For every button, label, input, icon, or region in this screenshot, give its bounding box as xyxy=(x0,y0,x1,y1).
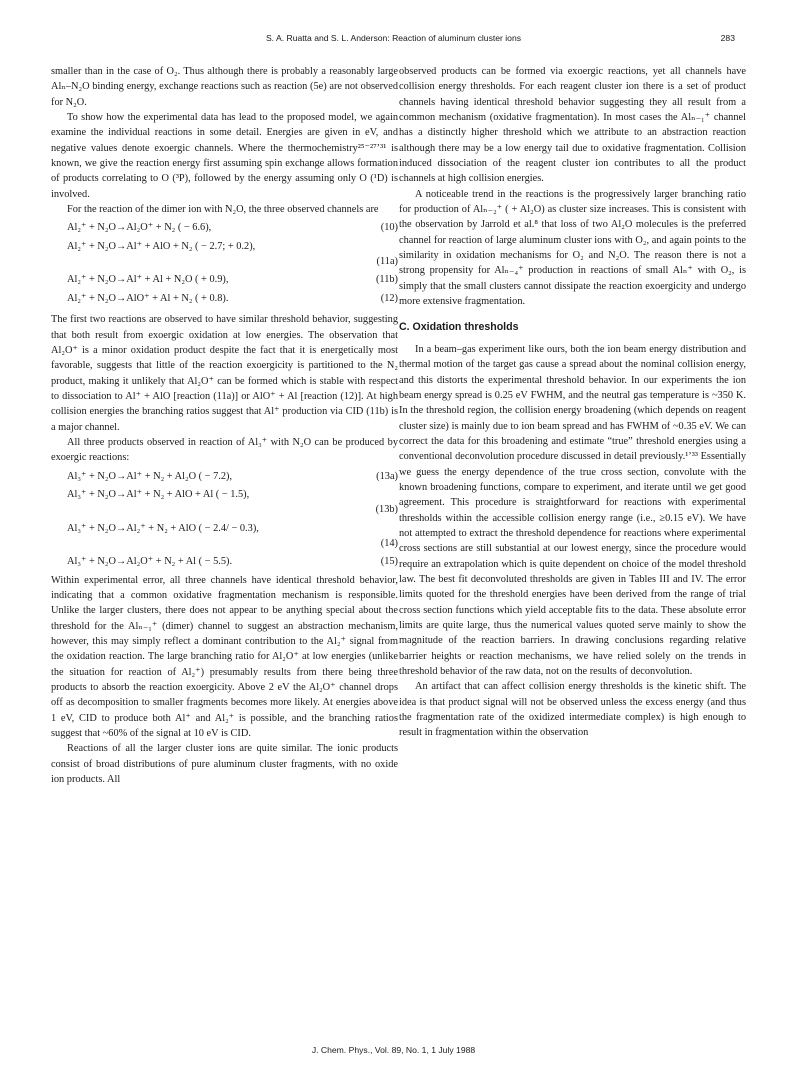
equation-text: Al₃⁺ + N₂O→Al₂⁺ + N₂ + AlO ( − 2.4/ − 0.3), xyxy=(67,522,259,534)
paragraph: Reactions of all the larger cluster ions are quite similar. The ionic products consist of broad distributions of pure aluminum cluster fragments, with no oxide ion products. All xyxy=(51,743,398,786)
paragraph: observed products can be formed via exoergic reactions, yet all channels have collision energy thresholds. For each reagent cluster ion there is a set of product channels having identical threshold behavior suggesting they all result from a common mechanism (oxidative fragmentation). In most cases the Alₙ₋₁⁺ channel has a distinctly higher threshold which we attribute to an abstraction reaction although there may be a low energy tail due to oxidative fragmentation. Collision induced dissociation of the reagent cluster ion contributes to all the product channels at high collision energies. xyxy=(399,66,746,185)
journal-citation: J. Chem. Phys., Vol. 89, No. 1, 1 July 1988 xyxy=(311,1045,476,1055)
equation-text: Al₂⁺ + N₂O→AlO⁺ + Al + N₂ ( + 0.8). xyxy=(67,292,229,304)
paragraph: smaller than in the case of O₂. Thus although there is probably a reasonably large Alₙ–N₂O binding energy, exchange reactions such as reaction (5e) are not observed for N₂O. xyxy=(51,66,398,108)
equation-11b xyxy=(51,272,398,287)
equation-number: (13b) xyxy=(375,504,398,516)
equation-text: Al₂⁺ + N₂O→Al₂O⁺ + N₂ ( − 6.6), xyxy=(67,222,212,234)
equation-text: Al₃⁺ + N₂O→Al⁺ + N₂ + AlO + Al ( − 1.5), xyxy=(67,488,250,500)
equation-text: Al₂⁺ + N₂O→Al⁺ + AlO + N₂ ( − 2.7; + 0.2), xyxy=(67,240,256,252)
equation-13b xyxy=(51,487,398,518)
equation-number: (11b) xyxy=(375,274,398,286)
equation-number: (12) xyxy=(380,292,398,304)
equation-text: Al₂⁺ + N₂O→Al⁺ + Al + N₂O ( + 0.9), xyxy=(67,274,229,286)
equation-number: (11a) xyxy=(376,256,398,268)
left-column xyxy=(51,64,398,787)
equation-11a xyxy=(51,239,398,270)
equation-text: Al₃⁺ + N₂O→Al⁺ + N₂ + Al₂O ( − 7.2), xyxy=(67,470,233,482)
equation-12 xyxy=(51,291,398,306)
equation-10 xyxy=(51,220,398,235)
paragraph: The first two reactions are observed to have similar threshold behavior, suggesting that both result from exoergic oxidation at low energies. The observation that Al₂O⁺ is a minor oxidation product despite the fact that it is energetically most favorable, suggests that little of the reaction exoergicity is partitioned to the N₂ product, making it unlikely that Al₂O⁺ can be formed which is stable with respect to dissociation to Al⁺ + AlO [reaction (11a)] or AlO⁺ + Al [reaction (12)]. At high collision energies the branching ratios suggest that Al⁺ production via CID (11b) is a major channel. xyxy=(51,314,398,433)
paragraph: All three products observed in reaction of Al₃⁺ with N₂O can be produced by exoergic reactions: xyxy=(51,436,398,464)
running-head: S. A. Ruatta and S. L. Anderson: Reaction of aluminum cluster ions xyxy=(265,33,522,43)
paragraph: Within experimental error, all three channels have identical threshold behavior, indicating that a common oxidative fragmentation mechanism is responsible. Unlike the larger clusters, there does not appear to be anything special about the threshold for the Alₙ₋₁⁺ (dimer) channel to suggest an abstraction mechanism, however, this may simply reflect a dominant contribution to the Al₂⁺ signal from the oxidation reaction. The large branching ratio for Al₂O⁺ at low energies (unlike the situation for reaction of Al₂⁺) presumably results from there being three products to absorb the reaction exoergicity. Above 2 eV the Al₂O⁺ channel drops off as decomposition to smaller fragments becomes more likely. At energies above 1 eV, CID to produce both Al⁺ and Al₂⁺ is possible, and the branching ratios suggest that ~60% of the signal at 10 eV is CID. xyxy=(51,574,398,740)
paragraph: To show how the experimental data has lead to the proposed model, we again examine the individual reactions in some detail. Energies are given in eV, and negative values denote exoergic channels. Where the thermochemistry²⁵⁻²⁷ʼ³¹ is known, we give the reaction energy first assuming spin exchange allows formation of products correlating to O (³P), followed by the energy assuming only O (¹D) is involved. xyxy=(51,112,398,200)
paragraph: A noticeable trend in the reactions is the progressively larger branching ratio for production of Alₙ₋₂⁺ ( + Al₂O) as cluster size increases. This is consistent with the observation by Jarrold et al.⁸ that loss of two Al₂O molecules is the preferred channel for reaction of large aluminum cluster ions with O₂, and again points to the similarity in oxidation mechanisms for O₂ and N₂O. The reason there is not a strong propensity for Alₙ₋₄⁺ production in reactions of small Alₙ⁺ with O₂, is simply that the small clusters cannot dissipate the reaction exoergicity and undergo more extensive fragmentation. xyxy=(399,188,746,308)
right-column xyxy=(399,64,746,741)
equation-number: (15) xyxy=(380,556,398,568)
equation-number: (13a) xyxy=(376,470,398,482)
running-header xyxy=(0,33,787,47)
equation-number: (14) xyxy=(380,537,398,549)
equation-13a xyxy=(51,469,398,484)
paragraph: For the reaction of the dimer ion with N₂O, the three observed channels are xyxy=(67,204,379,216)
equation-text: Al₃⁺ + N₂O→Al₂O⁺ + N₂ + Al ( − 5.5). xyxy=(67,556,233,568)
equation-15 xyxy=(51,554,398,569)
equation-number: (10) xyxy=(380,222,398,234)
paragraph: In a beam–gas experiment like ours, both the ion beam energy distribution and thermal motion of the target gas cause a spread about the nominal collision energy, and this distorts the experimental threshold behavior. In our experiments the ion beam energy spread is 0.25 eV FWHM, and the neutral gas temperature is ~350 K. In the threshold region, the collision energy broadening (which depends on reagent cluster size) is mainly due to ion beam spread and has FWHM of ~0.35 eV. We can correct the data for this broadening and estimate “true” threshold energies using a conventional deconvolution procedure discussed in detail previously.¹ʼ³³ Essentially we guess the energy dependence of the true cross section, convolute with the known broadening functions, compare to experiment, and iterate until we get good agreement. This procedure is straightforward for reactions with experimental thresholds within the accessible collision energy range (i.e., ≥0.15 eV). We have not attempted to extract the threshold dependence for reactions where experimental cross sections are still substantial at our lowest energy, since the procedure would require an extrapolation which is quite dependent on choice of the model threshold law. The best fit deconvoluted thresholds are given in Tables III and IV. The error limits quoted for the threshold energies have been derived from the range of trial cross section functions which yield acceptable fits to the data. These absolute error limits are quite large, thus the numerical values quoted serve mainly to show the magnitude of the reaction barriers. In drawing conclusions regarding relative barrier heights or reaction mechanisms, we have relied solely on the trends in threshold behavior of the raw data, not on the results of deconvolution. xyxy=(399,343,746,678)
section-heading: C. Oxidation thresholds xyxy=(399,320,519,333)
equation-14 xyxy=(51,521,398,552)
paragraph: An artifact that can affect collision energy thresholds is the kinetic shift. The idea is that product signal will not be observed unless the excess energy (and thus the fragmentation rate of the oxidized intermediate complex) is high enough to result in fragmentation within the observation xyxy=(399,681,746,739)
page-number: 283 xyxy=(720,33,735,43)
